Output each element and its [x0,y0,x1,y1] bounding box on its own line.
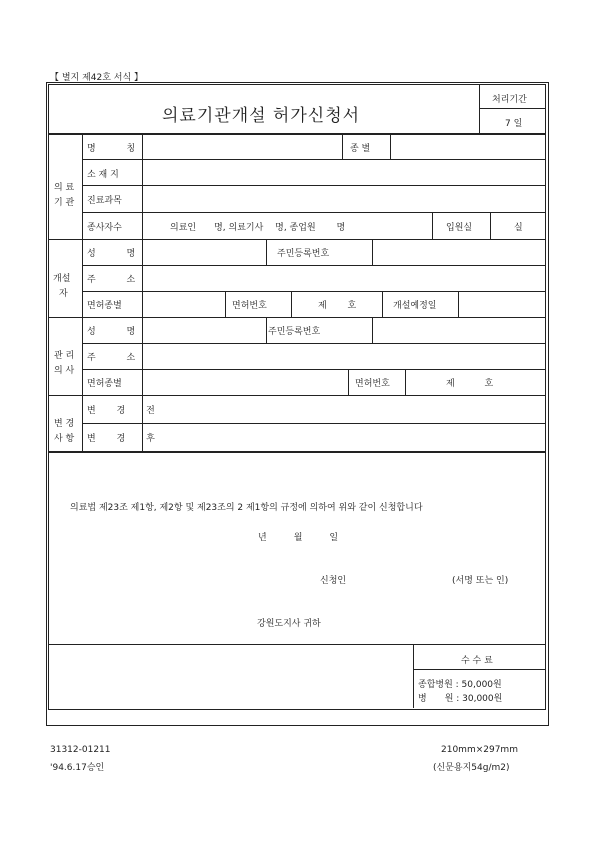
institution-departments-label: 진료과목 [87,196,122,206]
founder-section-label-bottom: 자 [59,289,68,299]
form-label: 【 별지 제42호 서식 】 [50,73,144,83]
manager-license-no-suffix: 제 호 [446,379,494,389]
fee-hospital: 병 원 : 30,000원 [418,694,503,704]
manager-section-label-top: 관 리 [54,351,75,361]
institution-section-label-bottom: 기 관 [54,198,75,208]
institution-name-label: 명 칭 [87,144,150,154]
manager-section-label-bottom: 의 사 [54,366,75,376]
manager-name-label: 성 명 [87,327,150,337]
founder-section-label-top: 개설 [53,274,71,284]
change-after-label: 변 경 후 [87,434,164,444]
founder-planned-date-label: 개설예정일 [393,301,437,311]
page-title: 의료기관개설 허가신청서 [162,106,361,126]
processing-value: 7 일 [505,119,523,129]
paper-size: 210mm×297mm [441,745,518,755]
statement-text: 의료법 제23조 제1항, 제2항 및 제23조의 2 제1항의 규정에 의하여 위와 같이 신청합니다 [70,503,423,513]
manager-license-type-label: 면허종별 [87,379,122,389]
processing-label: 처리기간 [492,95,527,105]
addressee: 강원도지사 귀하 [257,619,321,629]
founder-name-label: 성 명 [87,249,150,259]
institution-staff-label: 종사자수 [87,223,122,233]
change-before-label: 변 경 전 [87,406,164,416]
manager-address-label: 주 소 [87,353,150,363]
institution-location-label: 소 재 지 [87,170,119,180]
approval-date: '94.6.17승인 [50,763,105,773]
founder-rrn-label: 주민등록번호 [277,249,330,259]
changes-section-label-bottom: 사 항 [54,434,75,444]
form-code: 31312-01211 [50,745,111,755]
applicant-label: 신청인 [320,576,347,586]
institution-beds-unit: 실 [514,223,523,233]
signature-hint: (서명 또는 인) [452,576,509,586]
date-line: 년 월 일 [258,533,339,543]
changes-section-label-top: 변 경 [54,419,75,429]
manager-license-no-label: 면허번호 [355,379,390,389]
institution-section-label-top: 의 료 [54,183,75,193]
founder-license-no-label: 면허번호 [232,301,267,311]
fee-general-hospital: 종합병원 : 50,000원 [418,680,502,690]
founder-address-label: 주 소 [87,275,150,285]
paper-spec: (신문용지54g/m2) [433,763,510,773]
founder-license-type-label: 면허종별 [87,301,122,311]
fee-label: 수 수 료 [461,656,493,666]
institution-beds-label: 입원실 [446,223,473,233]
institution-staff-detail: 의료인 명, 의료기사 명, 종업원 명 [170,223,346,233]
institution-kind-label: 종 별 [350,144,371,154]
founder-license-no-suffix: 제 호 [318,301,357,311]
manager-rrn-label: 주민등록번호 [268,327,321,337]
